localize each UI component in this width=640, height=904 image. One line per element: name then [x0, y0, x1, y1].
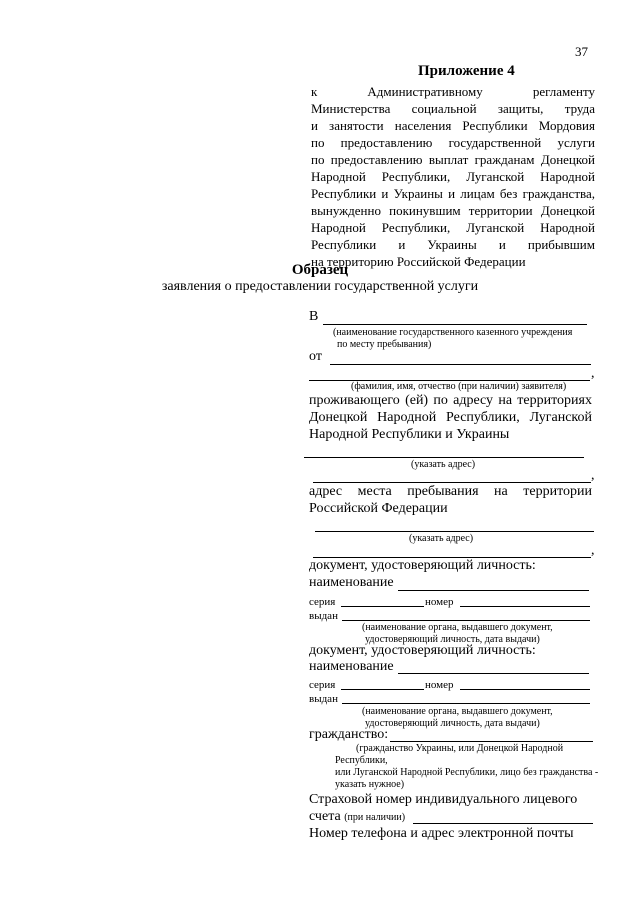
appendix-line: Народной Республики, Луганской Народной	[311, 220, 595, 235]
appendix-line: Республики и Украины и прибывшим	[311, 237, 595, 252]
to-hint: (наименование государственного казенного учреждения	[333, 327, 573, 338]
doc-title: документ, удостоверяющий личность:	[309, 558, 536, 573]
doc2-name-label: наименование	[309, 659, 394, 674]
stay-address-hint: (указать адрес)	[409, 533, 474, 544]
to-field-line[interactable]	[323, 324, 587, 325]
address-field-line[interactable]	[304, 457, 584, 458]
appendix-line: Министерства социальной защиты, труда	[311, 101, 595, 116]
residence-text: проживающего (ей) по адресу на территориях	[309, 393, 592, 408]
to-label: В	[309, 309, 319, 324]
form-heading: Образец	[291, 262, 349, 278]
residence-text: Народной Республики и Украины	[309, 427, 510, 442]
doc2-issued-label: выдан	[309, 693, 338, 705]
form-subheading: заявления о предоставлении государственной услуги	[161, 279, 479, 294]
appendix-line: на территорию Российской Федерации	[311, 254, 526, 269]
stay-text: адрес места пребывания на территории	[309, 484, 592, 499]
from-field-line[interactable]	[330, 364, 591, 365]
citizenship-hint: (гражданство Украины, или Донецкой Народной	[356, 743, 564, 754]
doc2-issued-field-line[interactable]	[342, 703, 590, 704]
appendix-line: вынужденно покинувшим территории Донецкой	[311, 203, 595, 218]
appendix-line: по предоставлению государственной услуги	[311, 135, 595, 150]
comma: ,	[591, 366, 595, 381]
appendix-line: к Административному регламенту	[311, 84, 595, 99]
stay-text: Российской Федерации	[309, 501, 448, 516]
doc-issued-label: выдан	[309, 610, 338, 622]
doc-issued-field-line[interactable]	[342, 620, 590, 621]
snils-label	[309, 809, 405, 825]
doc2-name-field-line[interactable]	[398, 673, 589, 674]
stay-address-field-line[interactable]	[315, 531, 594, 532]
doc-series-label: серия	[309, 596, 336, 608]
doc2-number-label: номер	[425, 679, 454, 691]
appendix-line: и занятости населения Республики Мордовия	[311, 118, 595, 133]
citizenship-label: гражданство:	[309, 727, 389, 742]
doc2-issued-hint: удостоверяющий личность, дата выдачи)	[365, 718, 540, 729]
phone-text: Номер телефона и адрес электронной почты	[309, 826, 574, 841]
from-label: от	[309, 349, 322, 364]
citizenship-field-line[interactable]	[390, 741, 593, 742]
snils-text: Страховой номер индивидуального лицевого	[309, 792, 578, 807]
doc-name-label: наименование	[309, 575, 394, 590]
doc-name-field-line[interactable]	[398, 590, 589, 591]
comma: ,	[591, 468, 595, 483]
address-hint: (указать адрес)	[411, 459, 476, 470]
doc-series-field-line[interactable]	[341, 606, 424, 607]
doc-issued-hint: (наименование органа, выдавшего документ,	[362, 622, 553, 633]
citizenship-hint: Республики,	[335, 755, 388, 766]
appendix-line: по предоставлению выплат гражданам Донецкой	[311, 152, 595, 167]
to-hint: по месту пребывания)	[337, 339, 432, 350]
doc-number-field-line[interactable]	[460, 606, 590, 607]
snils-note: (при наличии)	[344, 812, 406, 823]
snils-label-text: счета	[309, 809, 341, 824]
appendix-title: Приложение 4	[418, 63, 515, 79]
appendix-text	[311, 83, 595, 270]
doc-issued-hint: удостоверяющий личность, дата выдачи)	[365, 634, 540, 645]
residence-text: Донецкой Народной Республики, Луганской	[309, 410, 592, 425]
doc2-series-label: серия	[309, 679, 336, 691]
appendix-line: Народной Республики, Луганской Народной	[311, 169, 595, 184]
appendix-line: Республики и Украины и лицам без гражданства,	[311, 186, 595, 201]
doc2-series-field-line[interactable]	[341, 689, 424, 690]
page-number: 37	[575, 44, 588, 59]
address-field-line[interactable]	[313, 482, 591, 483]
snils-field-line[interactable]	[413, 823, 593, 824]
comma: ,	[591, 543, 595, 558]
fio-hint: (фамилия, имя, отчество (при наличии) заявителя)	[351, 381, 567, 392]
citizenship-hint: указать нужное)	[335, 779, 405, 790]
doc-number-label: номер	[425, 596, 454, 608]
doc2-title: документ, удостоверяющий личность:	[309, 643, 536, 658]
doc2-number-field-line[interactable]	[460, 689, 590, 690]
doc2-issued-hint: (наименование органа, выдавшего документ,	[362, 706, 553, 717]
citizenship-hint: или Луганской Народной Республики, лицо без гражданства -	[335, 767, 599, 778]
